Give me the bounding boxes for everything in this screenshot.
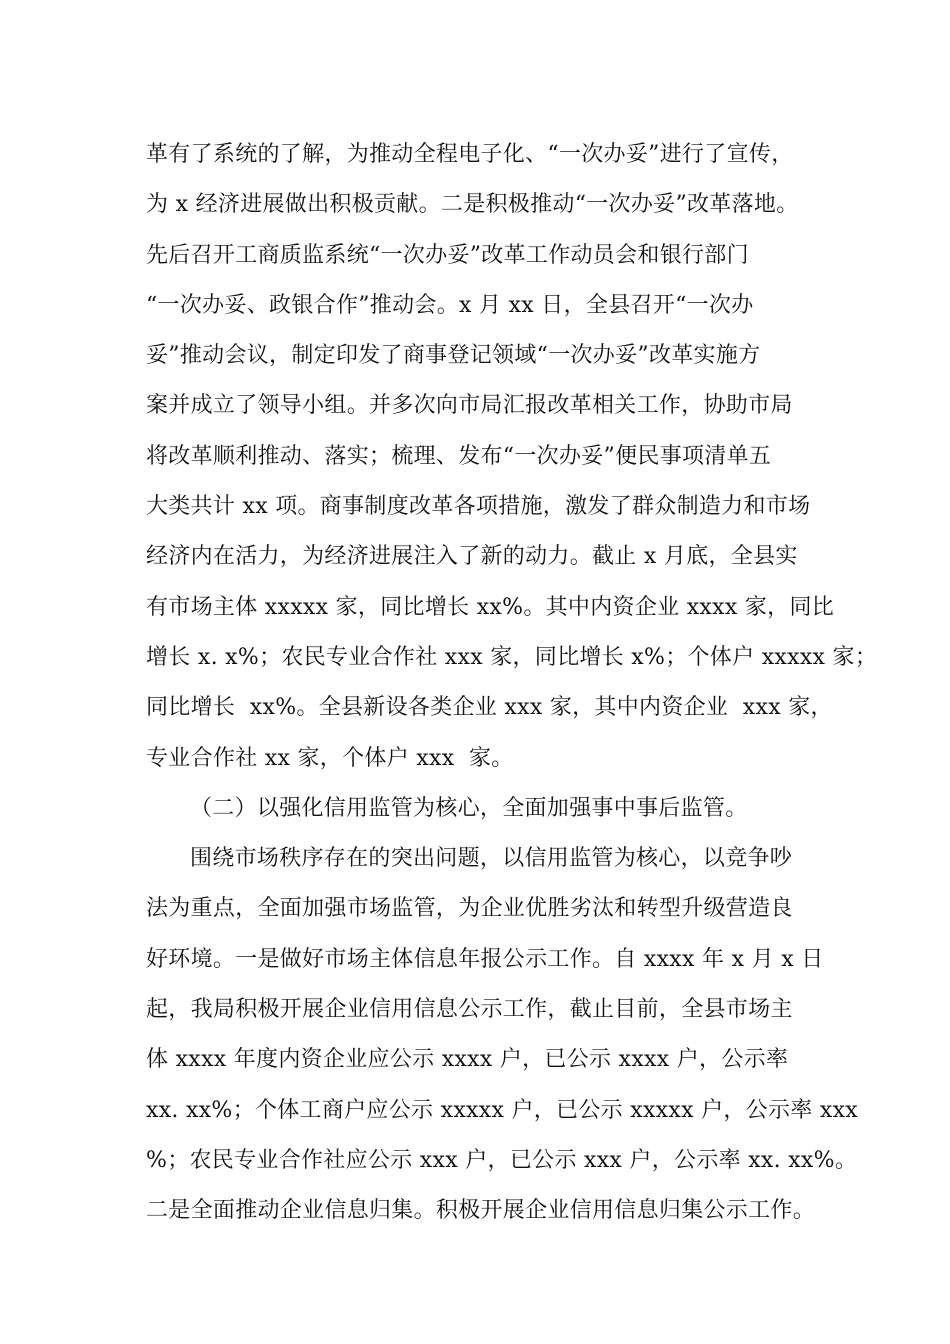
body-line: 先后召开工商质监系统“一次办妥”改革工作动员会和银行部门 — [146, 242, 749, 268]
body-line: 二是全面推动企业信息归集。积极开展企业信用信息归集公示工作。 — [146, 1198, 816, 1224]
body-line: 经济内在活力，为经济进展注入了新的动力。截止 x 月底，全县实 — [146, 544, 798, 570]
body-line: 起，我局积极开展企业信用信息公示工作，截止目前，全县市场主 — [146, 997, 793, 1023]
section-heading: （二）以强化信用监管为核心，全面加强事中事后监管。 — [190, 795, 748, 821]
body-line: 将改革顺利推动、落实；梳理、发布“一次办妥”便民事项清单五 — [146, 443, 772, 469]
body-line: 妥”推动会议，制定印发了商事登记领域“一次办妥”改革实施方 — [146, 343, 761, 369]
body-line: 案并成立了领导小组。并多次向市局汇报改革相关工作，协助市局 — [146, 393, 793, 419]
body-line: 革有了系统的了解，为推动全程电子化、“一次办妥”进行了宣传， — [146, 142, 794, 167]
body-line: 专业合作社 xx 家，个体户 xxx 家。 — [146, 745, 514, 771]
body-line: 围绕市场秩序存在的突出问题，以信用监管为核心，以竞争吵 — [190, 846, 793, 872]
body-line: 同比增长 xx%。全县新设各类企业 xxx 家，其中内资企业 xxx 家， — [146, 695, 833, 721]
body-line: %；农民专业合作社应公示 xxx 户，已公示 xxx 户，公示率 xx. xx%。 — [146, 1147, 858, 1173]
body-line: 增长 x. x%；农民专业合作社 xxx 家，同比增长 x%；个体户 xxxxx 家； — [146, 644, 878, 670]
body-line: 为 x 经济进展做出积极贡献。二是积极推动“一次办妥”改革落地。 — [146, 192, 799, 218]
body-line: “一次办妥、政银合作”推动会。x 月 xx 日，全县召开“一次办 — [146, 292, 754, 318]
body-line: 好环境。一是做好市场主体信息年报公示工作。自 xxxx 年 x 月 x 日 — [146, 946, 824, 972]
body-line: xx. xx%；个体工商户应公示 xxxxx 户，已公示 xxxxx 户，公示率 xxx — [146, 1097, 858, 1123]
body-line: 有市场主体 xxxxx 家，同比增长 xx%。其中内资企业 xxxx 家，同比 — [146, 594, 835, 620]
document-body — [146, 130, 878, 1237]
body-line: 大类共计 xx 项。商事制度改革各项措施，激发了群众制造力和市场 — [146, 494, 811, 520]
body-line: 体 xxxx 年度内资企业应公示 xxxx 户，已公示 xxxx 户，公示率 — [146, 1047, 789, 1073]
body-line: 法为重点，全面加强市场监管，为企业优胜劣汰和转型升级营造良 — [146, 896, 793, 922]
